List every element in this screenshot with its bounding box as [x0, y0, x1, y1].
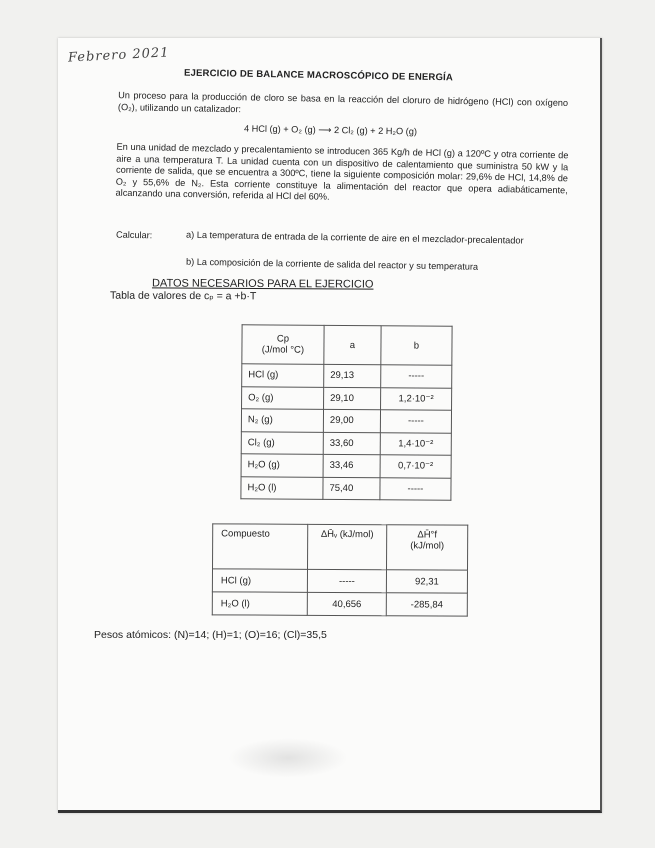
table-row — [242, 364, 452, 388]
header-cp-units: (J/mol °C) — [261, 344, 305, 356]
cell-b: 1,2·10⁻² — [381, 387, 452, 410]
cell-compound: H₂O (g) — [241, 454, 323, 477]
cell-vaporization: ----- — [307, 569, 386, 592]
cell-a: 75,40 — [323, 477, 380, 500]
enthalpy-table — [212, 523, 468, 616]
question-a: a) La temperatura de entrada de la corriente de aire en el mezclador-precalentador — [185, 229, 524, 246]
cell-b: ----- — [380, 477, 451, 500]
intro-paragraph: Un proceso para la producción de cloro se basa en la reacción del cloruro de hidrógeno (HCl) con oxígeno (O₂), utilizando un catalizador: — [117, 90, 569, 114]
header-vaporization-enthalpy: ΔH̄ᵥ (kJ/mol) — [308, 524, 387, 569]
problem-paragraph: En una unidad de mezclado y precalentamiento se introducen 365 Kg/h de HCl (g) a 120ºC y otra corriente de aire a una temperatura T. La unidad cuenta con un dispositivo de calentamiento que suministra 50 kW y la corriente de salida, que se encuentra a 300ºC, tiene la siguiente composición molar: 29,6% de HCl, 14,8% de O₂ y 55,6% de N₂. Esta corriente constituye la alimentación del reactor que opera adiabáticamente, alcanzando una conversión, referida al HCl del 60%. — [115, 141, 569, 202]
atomic-weights: Pesos atómicos: (N)=14; (H)=1; (O)=16; (Cl)=35,5 — [94, 629, 327, 641]
table-header-row — [213, 524, 468, 570]
header-formation-units: (kJ/mol) — [410, 540, 445, 552]
table-row — [242, 386, 452, 410]
header-formation-symbol: ΔH̄°f — [417, 529, 438, 541]
handwritten-date: Febrero 2021 — [67, 45, 170, 66]
cell-b: ----- — [380, 410, 451, 433]
cell-a: 29,13 — [324, 364, 381, 387]
cell-compound: O₂ (g) — [242, 386, 324, 409]
table-row — [241, 476, 451, 500]
cell-a: 29,10 — [324, 387, 381, 410]
cell-vaporization: 40,656 — [307, 592, 386, 615]
calculate-label: Calcular: — [115, 229, 153, 241]
header-formation-enthalpy — [387, 525, 468, 570]
table-row — [212, 592, 467, 616]
table-header-row — [242, 325, 452, 365]
cell-a: 29,00 — [323, 409, 380, 432]
header-cp-symbol: Cp — [276, 333, 290, 345]
table-row — [212, 569, 467, 593]
header-b: b — [381, 326, 452, 365]
cell-formation: 92,31 — [386, 570, 467, 593]
smudge-mark — [228, 738, 348, 778]
cell-b: 1,4·10⁻² — [380, 432, 451, 455]
cell-b: ----- — [381, 365, 452, 388]
header-cp — [242, 325, 324, 365]
table-row — [241, 409, 451, 433]
header-a: a — [324, 325, 381, 364]
question-b: b) La composición de la corriente de salida del reactor y su temperatura — [185, 256, 479, 272]
table-row — [241, 431, 451, 455]
cell-compound: N₂ (g) — [241, 409, 323, 432]
cell-compound: H₂O (l) — [212, 592, 307, 615]
cell-compound: HCl (g) — [212, 569, 307, 592]
cell-a: 33,46 — [323, 454, 380, 477]
cell-compound: Cl₂ (g) — [241, 431, 323, 454]
document-title: EJERCICIO DE BALANCE MACROSCÓPICO DE ENERGÍA — [183, 67, 454, 84]
header-compound: Compuesto — [213, 524, 308, 569]
table-row — [241, 454, 451, 478]
document-page — [58, 38, 602, 813]
cell-compound: H₂O (l) — [241, 476, 323, 499]
cell-a: 33,60 — [323, 432, 380, 455]
cell-formation: -285,84 — [386, 593, 467, 616]
cp-table — [240, 324, 452, 500]
cell-compound: HCl (g) — [242, 364, 324, 387]
section-title: DATOS NECESARIOS PARA EL EJERCICIO — [151, 277, 374, 291]
cell-b: 0,7·10⁻² — [380, 455, 451, 478]
table-caption: Tabla de valores de cₚ = a +b·T — [109, 289, 257, 303]
reaction-equation: 4 HCl (g) + O₂ (g) ⟶ 2 Cl₂ (g) + 2 H₂O (g) — [243, 123, 418, 137]
